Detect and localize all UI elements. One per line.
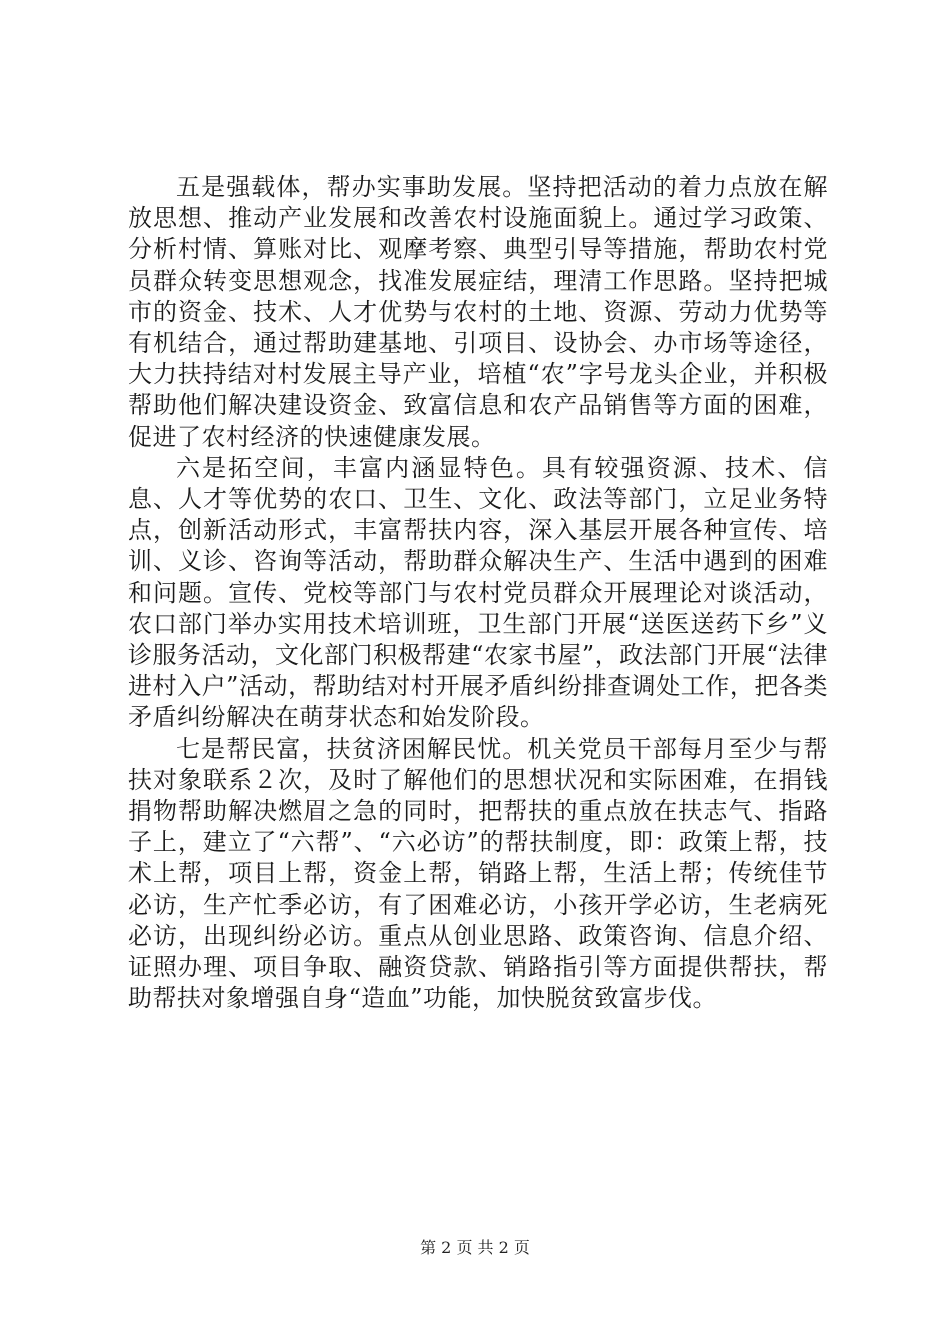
paragraph-six: 六是拓空间，丰富内涵显特色。具有较强资源、技术、信息、人才等优势的农口、卫生、文化、政法等部门，立足业务特点，创新活动形式，丰富帮扶内容，深入基层开展各种宣传、培训、义诊、咨询等活动，帮助群众解决生产、生活中遇到的困难和问题。宣传、党校等部门与农村党员群众开展理论对谈活动，农口部门举办实用技术培训班，卫生部门开展“送医送药下乡”义诊服务活动，文化部门积极帮建“农家书屋”，政法部门开展“法律进村入户”活动，帮助结对村开展矛盾纠纷排查调处工作，把各类矛盾纠纷解决在萌芽状态和始发阶段。 bbox=[128, 453, 828, 732]
page-number-footer: 第 2 页 共 2 页 bbox=[420, 1238, 530, 1257]
paragraph-seven: 七是帮民富，扶贫济困解民忧。机关党员干部每月至少与帮扶对象联系２次，及时了解他们的思想状况和实际困难，在捐钱捐物帮助解决燃眉之急的同时，把帮扶的重点放在扶志气、指路子上，建立了“六帮”、“六必访”的帮扶制度，即：政策上帮，技术上帮，项目上帮，资金上帮，销路上帮，生活上帮；传统佳节必访，生产忙季必访，有了困难必访，小孩开学必访，生老病死必访，出现纠纷必访。重点从创业思路、政策咨询、信息介绍、证照办理、项目争取、融资贷款、销路指引等方面提供帮扶，帮助帮扶对象增强自身“造血”功能，加快脱贫致富步伐。 bbox=[128, 734, 828, 1013]
paragraph-five: 五是强载体，帮办实事助发展。坚持把活动的着力点放在解放思想、推动产业发展和改善农村设施面貌上。通过学习政策、分析村情、算账对比、观摩考察、典型引导等措施，帮助农村党员群众转变思想观念，找准发展症结，理清工作思路。坚持把城市的资金、技术、人才优势与农村的土地、资源、劳动力优势等有机结合，通过帮助建基地、引项目、设协会、办市场等途径，大力扶持结对村发展主导产业，培植“农”字号龙头企业，并积极帮助他们解决建设资金、致富信息和农产品销售等方面的困难，促进了农村经济的快速健康发展。 bbox=[128, 173, 828, 451]
document-body bbox=[128, 172, 828, 1014]
